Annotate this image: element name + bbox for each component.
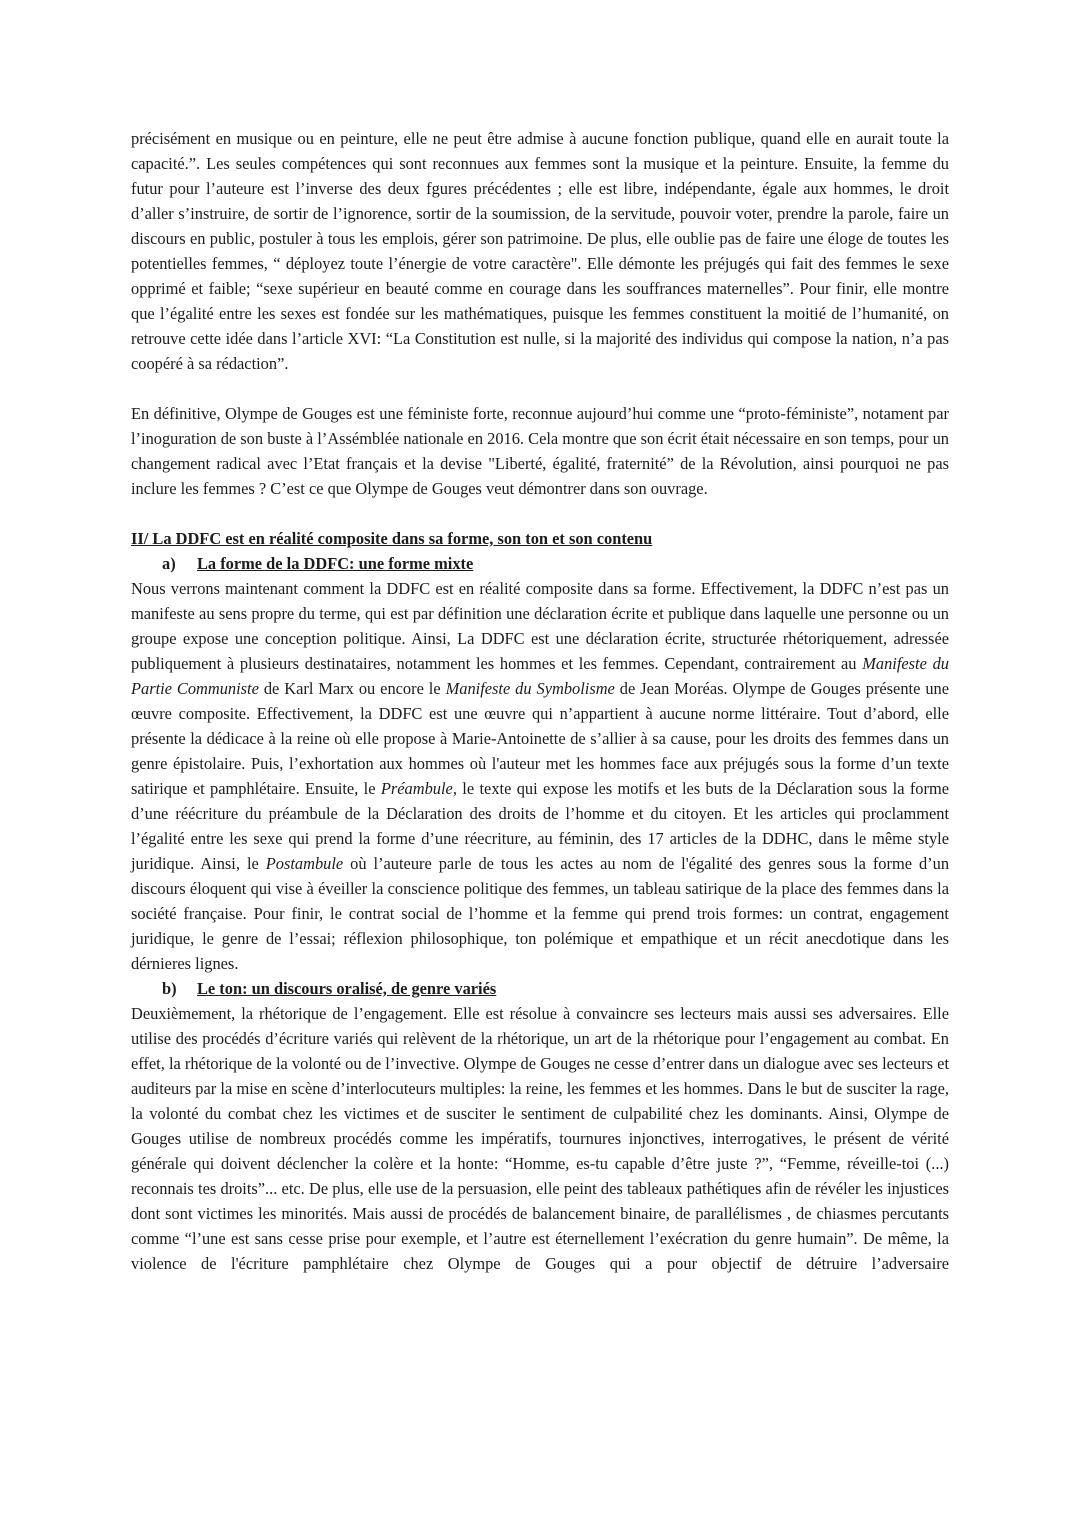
italic-title: Manifeste du Partie Communiste	[131, 654, 949, 698]
section-heading: II/ La DDFC est en réalité composite dans sa forme, son ton et son contenu	[131, 529, 653, 548]
paragraph-text: de Jean Moréas. Olympe de Gouges présente une œuvre composite. Effectivement, la DDFC est une œuvre qui n’appartient à aucune norme littéraire. Tout d’abord, elle présente la dédicace à la reine où elle propose à Marie-Antoinette de s’allier à sa cause, pour les droits des femmes dans un genre épistolaire. Puis, l’exhortation aux hommes où l'auteur met les hommes face aux préjugés sous la forme d’un texte satirique et pamphlétaire. Ensuite, le	[131, 679, 949, 798]
paragraph-text: de Karl Marx ou encore le	[258, 679, 446, 698]
paragraph-text: précisément en musique ou en peinture, elle ne peut être admise à aucune fonction publique, quand elle en aurait toute la capacité.”. Les seules compétences qui sont reconnues aux femmes sont la musique et la peinture. Ensuite, la femme du futur pour l’auteure est l’inverse des deux fgures précédentes ; elle est libre, indépendante, égale aux hommes, le droit d’aller s’instruire, de sortir de l’ignorence, sortir de la soumission, de la servitude, pouvoir voter, prendre la parole, faire un discours en public, postuler à tous les emplois, gérer son patrimoine. De plus, elle oublie pas de faire une éloge de toutes les potentielles femmes, “ déployez toute l’énergie de votre caractère". Elle démonte les préjugés qui fait des femmes le sexe opprimé et faible; “sexe supérieur en beauté comme en courage dans les souffrances maternelles”. Pour finir, elle montre que l’égalité entre les sexes est fondée sur les mathématiques, puisque les femmes constituent la moitié de l’humanité, on retrouve cette idée dans l’article XVI: “La Constitution est nulle, si la majorité des individus qui compose la nation, n’a pas coopéré à sa rédaction”.	[131, 129, 949, 373]
paragraph-form	[131, 576, 949, 976]
subsection-title: Le ton: un discours oralisé, de genre variés	[197, 979, 497, 998]
subsection-letter: a)	[162, 554, 176, 573]
document-page	[131, 126, 949, 1276]
paragraph-text: où l’auteure parle de tous les actes au nom de l'égalité des genres sous la forme d’un discours éloquent qui vise à éveiller la conscience politique des femmes, un tableau satirique de la place des femmes dans la société française. Pour finir, le contrat social de l’homme et la femme qui prend trois formes: un contrat, engagement juridique, le genre de l’essai; réflexion philosophique, ton polémique et empathique et un récit anecdotique dans les dérnieres lignes.	[131, 854, 950, 973]
paragraph-text: En définitive, Olympe de Gouges est une féministe forte, reconnue aujourd’hui comme une “proto-féministe”, notament par l’inoguration de son buste à l’Assémblée nationale en 2016. Cela montre que son écrit était nécessaire en son temps, pour un changement radical avec l’Etat français et la devise "Liberté, égalité, fraternité” de la Révolution, ainsi pourquoi ne pas inclure les femmes ? C’est ce que Olympe de Gouges veut démontrer dans son ouvrage.	[131, 404, 949, 498]
paragraph-text: Deuxièmement, la rhétorique de l’engagement. Elle est résolue à convaincre ses lecteurs mais aussi ses adversaires. Elle utilise des procédés d’écriture variés qui relèvent de la rhétorique, un art de la rhétorique pour l’engagement au combat. En effet, la rhétorique de la volonté ou de l’invective. Olympe de Gouges ne cesse d’entrer dans un dialogue avec ses lecteurs et auditeurs par la mise en scène d’interlocuteurs multiples: la reine, les femmes et les hommes. Dans le but de susciter la rage, la volonté du combat chez les victimes et de susciter le sentiment de culpabilité chez les dominants. Ainsi, Olympe de Gouges utilise de nombreux procédés comme les impératifs, tournures injonctives, interrogatives, le présent de vérité générale qui doivent déclencher la colère et la honte: “Homme, es-tu capable d’être juste ?”, “Femme, réveille-toi (...) reconnais tes droits”... etc. De plus, elle use de la persuasion, elle peint des tableaux pathétiques afin de révéler les injustices dont sont victimes les minorités. Mais aussi de procédés de balancement binaire, de parallélismes , de chiasmes percutants comme “l’une est sans cesse prise pour exemple, et l’autre est éternellement l’exécration du genre humain”. De même, la violence de l'écriture pamphlétaire chez Olympe de Gouges qui a pour objectif de détruire l’adversaire	[131, 1004, 949, 1273]
paragraph-tone	[131, 1001, 949, 1276]
italic-title: Préambule	[380, 779, 453, 798]
paragraph-conclusion	[131, 401, 949, 501]
subsection-heading-b	[131, 976, 949, 1001]
italic-title: Postambule	[265, 854, 344, 873]
italic-title: Manifeste du Symbolisme	[445, 679, 615, 698]
paragraph-text: , le texte qui expose les motifs et les buts de la Déclaration sous la forme d’une réécriture du préambule de la Déclaration des droits de l’homme et du citoyen. Et les articles qui proclamment l’égalité entre les sexe qui prend la forme d’une réecriture, au féminin, des 17 articles de la DDHC, dans le même style juridique. Ainsi, le	[131, 779, 949, 873]
paragraph-spacer	[131, 501, 949, 526]
paragraph-spacer	[131, 376, 949, 401]
paragraph-feminine-figures	[131, 126, 949, 376]
subsection-letter: b)	[162, 979, 177, 998]
subsection-title: La forme de la DDFC: une forme mixte	[197, 554, 474, 573]
subsection-heading-a	[131, 551, 949, 576]
paragraph-text: Nous verrons maintenant comment la DDFC est en réalité composite dans sa forme. Effectivement, la DDFC n’est pas un manifeste au sens propre du terme, qui est par définition une déclaration écrite et publique dans laquelle une personne ou un groupe expose une conception politique. Ainsi, La DDFC est une déclaration écrite, structurée rhétoriquement, adressée publiquement à plusieurs destinataires, notamment les hommes et les femmes. Cependant, contrairement au	[131, 579, 949, 673]
